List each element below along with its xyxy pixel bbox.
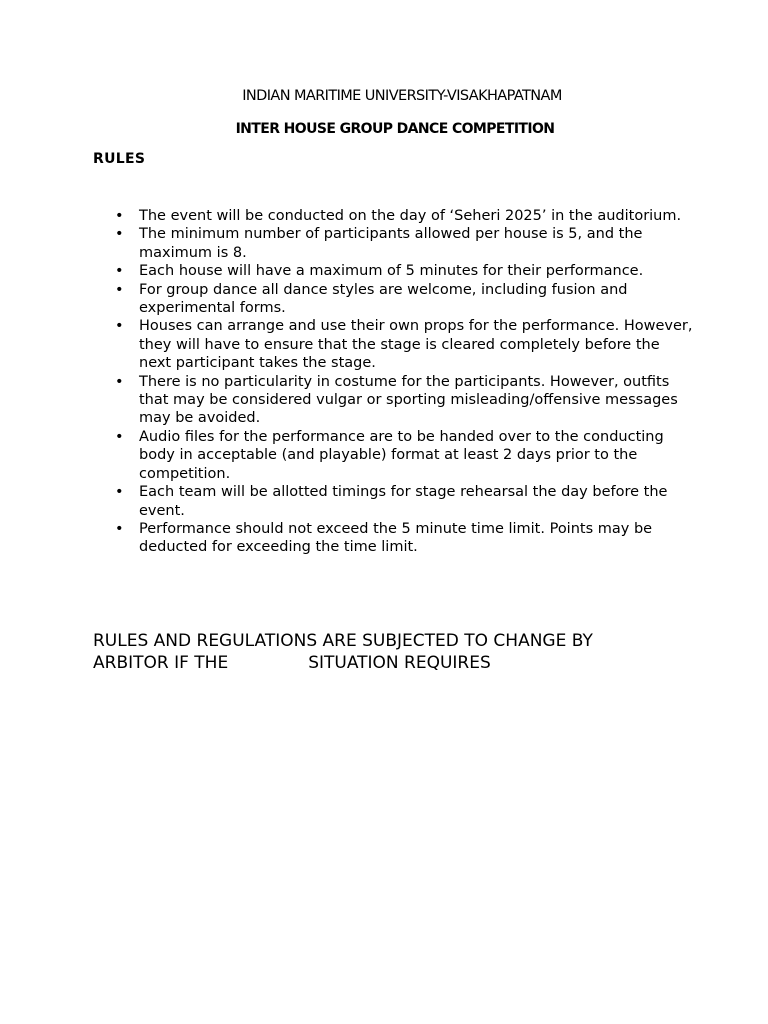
rule-text: Each house will have a maximum of 5 minutes for their performance. — [139, 263, 644, 280]
rule-text: The minimum number of participants allowed per house is 5, and the maximum is 8. — [139, 226, 643, 261]
rule-text: There is no particularity in costume for the participants. However, outfits that may be considered vulgar or sporting misleading/offensive messages may be avoided. — [139, 373, 678, 427]
rule-item — [93, 262, 693, 280]
rule-item — [93, 225, 693, 262]
bullet-icon: • — [115, 318, 124, 335]
rule-text: The event will be conducted on the day of ‘Seheri 2025’ in the auditorium. — [139, 208, 682, 224]
bullet-icon: • — [115, 373, 124, 390]
bullet-icon: • — [115, 226, 124, 243]
competition-title: INTER HOUSE GROUP DANCE COMPETITION — [235, 121, 555, 137]
rule-text: Audio files for the performance are to be handed over to the conducting body in acceptable (and playable) format at least 2 days prior to the competition. — [139, 428, 664, 482]
bullet-icon: • — [115, 263, 124, 280]
rule-item — [93, 520, 693, 557]
university-title: INDIAN MARITIME UNIVERSITY-VISAKHAPATNAM — [242, 88, 562, 104]
bullet-icon: • — [115, 208, 124, 224]
rule-text: For group dance all dance styles are welcome, including fusion and experimental forms. — [139, 281, 628, 317]
rule-item — [93, 207, 693, 225]
bullet-icon: • — [115, 428, 124, 445]
rule-item — [93, 428, 693, 483]
rule-item — [93, 373, 693, 428]
rule-text: Houses can arrange and use their own props for the performance. However, they will have to ensure that the stage is cleared completely before the next participant takes the stage. — [139, 318, 693, 372]
rules-list — [93, 207, 693, 557]
notice-line-2-part-2: SITUATION REQUIRES — [308, 653, 491, 673]
bullet-icon: • — [115, 520, 124, 537]
bullet-icon: • — [115, 281, 124, 298]
rule-item — [93, 281, 693, 318]
notice-line-2 — [93, 652, 713, 674]
notice-line-2-part-1: ARBITOR IF THE — [93, 653, 229, 673]
rules-heading: RULES — [93, 151, 146, 167]
rule-item — [93, 483, 693, 520]
rule-text: Each team will be allotted timings for stage rehearsal the day before the event. — [139, 484, 668, 519]
rule-text: Performance should not exceed the 5 minute time limit. Points may be deducted for exceeding the time limit. — [139, 520, 653, 556]
bullet-icon: • — [115, 484, 124, 501]
notice-line-1: RULES AND REGULATIONS ARE SUBJECTED TO CHANGE BY — [93, 631, 593, 651]
rule-item — [93, 317, 693, 372]
rules-change-notice — [93, 630, 713, 674]
